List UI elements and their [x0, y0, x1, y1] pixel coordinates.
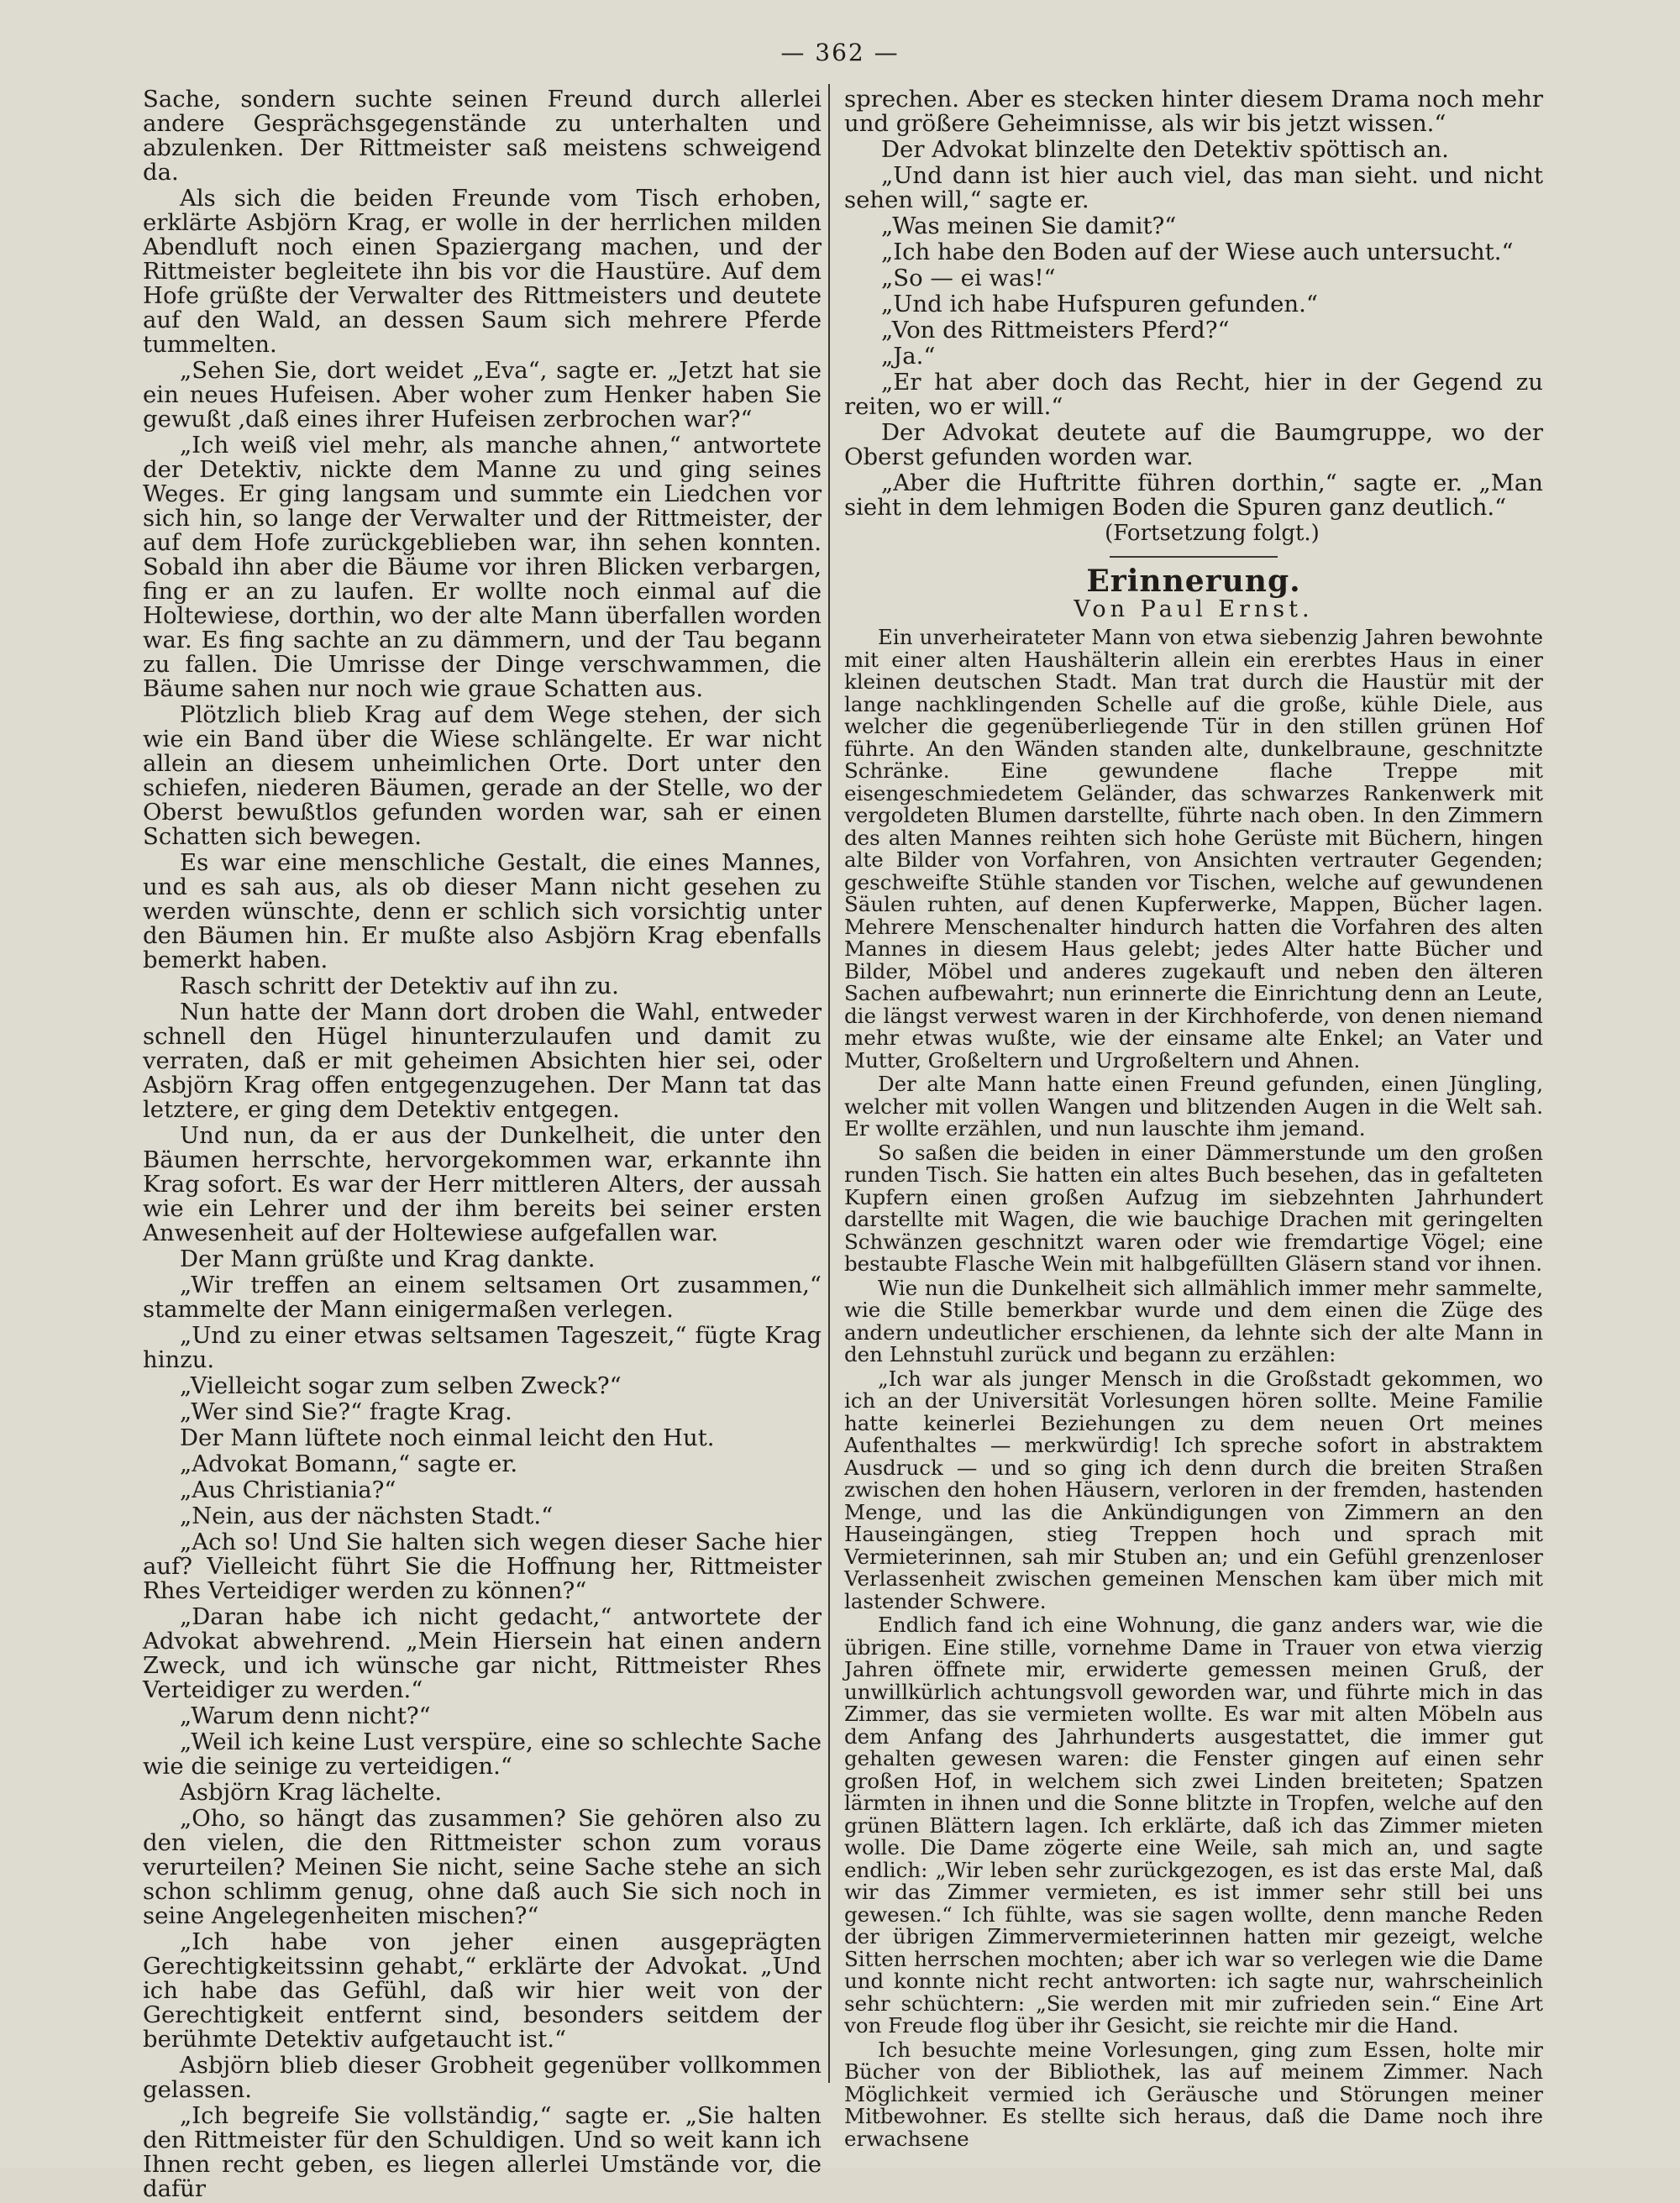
paragraph: Und nun, da er aus der Dunkelheit, die unter den Bäumen herrschte, hervorgekommen war, erkannte ihn Krag sofort. Es war der Herr mittleren Alters, der aussah wie ein Lehrer und der ihm bereits bei seiner ersten Anwesenheit auf der Holtewiese aufgefallen war. — [143, 1122, 822, 1246]
article-paragraph: Ein unverheirateter Mann von etwa siebenzig Jahren bewohnte mit einer alten Haushälterin allein ein ererbtes Haus in einer kleinen deutschen Stadt. Man trat durch die Haustür mit der lange nachklingenden Schelle auf die große, kühle Diele, aus welcher die gegenüberliegende Tür in den stillen grünen Hof führte. An den Wänden standen alte, dunkelbraune, geschnitzte Schränke. Eine gewundene flache Treppe mit eisengeschmiedetem Geländer, das schwarzes Rankenwerk mit vergoldeten Blumen darstellte, führte nach oben. In den Zimmern des alten Mannes reihten sich hohe Gerüste mit Büchern, hingen alte Bilder von Vorfahren, von Ansichten vertrauter Gegenden; geschweifte Stühle standen vor Tischen, welche auf gewundenen Säulen ruhten, auf denen Kupferwerke, Mappen, Bücher lagen. Mehrere Menschenalter hindurch hatten die Vorfahren des alten Mannes in diesem Haus gelebt; jedes Alter hatte Bücher und Bilder, Möbel und anderes zugekauft und neben den älteren Sachen aufbewahrt; nun erinnerte die Einrichtung denn an Leute, die längst verwest waren in der Kirchhoferde, von denen niemand mehr etwas wußte, wie der einsame alte Enkel; an Vater und Mutter, Großeltern und Urgroßeltern und Ahnen. — [844, 625, 1543, 1073]
paragraph: „Aber die Huftritte führen dorthin,“ sagte er. „Man sieht in dem lehmigen Boden die Spuren ganz deutlich.“ — [844, 469, 1543, 521]
article-paragraph: Ich besuchte meine Vorlesungen, ging zum Essen, holte mir Bücher von der Bibliothek, las auf meinem Zimmer. Nach Möglichkeit vermied ich Geräusche und Störungen meiner Mitbewohner. Es stellte sich heraus, daß die Dame noch ihre erwachsene — [844, 2037, 1543, 2151]
section-separator — [1110, 556, 1278, 558]
article-title: Erinnerung. — [1086, 564, 1301, 599]
left-column — [143, 87, 822, 2203]
paragraph: „Und dann ist hier auch viel, das man sieht. und nicht sehen will,“ sagte er. — [844, 162, 1543, 213]
paragraph: „Sehen Sie, dort weidet „Eva“, sagte er. „Jetzt hat sie ein neues Hufeisen. Aber woher zum Henker haben Sie gewußt ‚daß eines ihrer Hufeisen zerbrochen war?“ — [143, 357, 822, 433]
paragraph: „Daran habe ich nicht gedacht,“ antwortete der Advokat abwehrend. „Mein Hiersein hat einen andern Zweck, und ich wünsche gar nicht, Rittmeister Rhes Verteidiger zu werden.“ — [143, 1603, 822, 1703]
paragraph: „Wir treffen an einem seltsamen Ort zusammen,“ stammelte der Mann einigermaßen verlegen. — [143, 1272, 822, 1323]
paragraph: Der Advokat blinzelte den Detektiv spöttisch an. — [881, 136, 1449, 163]
paragraph: „Oho, so hängt das zusammen? Sie gehören also zu den vielen, die den Rittmeister schon zum voraus verurteilen? Meinen Sie nicht, seine Sache stehe an sich schon schlimm genug, ohne daß auch Sie sich noch in seine Angelegenheiten mischen?“ — [143, 1805, 822, 1929]
paragraph: „Advokat Bomann,“ sagte er. — [180, 1450, 518, 1477]
paragraph: „Ich begreife Sie vollständig,“ sagte er. „Sie halten den Rittmeister für den Schuldigen. Und so weit kann ich Ihnen recht geben, es liegen allerlei Umstände vor, die dafür — [143, 2102, 822, 2202]
paragraph: Rasch schritt der Detektiv auf ihn zu. — [180, 973, 619, 999]
column-divider — [828, 84, 830, 2083]
paragraph: „Vielleicht sogar zum selben Zweck?“ — [180, 1372, 622, 1399]
paragraph: Der Advokat deutete auf die Baumgruppe, wo der Oberst gefunden worden war. — [844, 419, 1543, 470]
paragraph: „Ach so! Und Sie halten sich wegen dieser Sache hier auf? Vielleicht führt Sie die Hoffnung her, Rittmeister Rhes Verteidiger werden zu können?“ — [143, 1529, 822, 1604]
paragraph: sprechen. Aber es stecken hinter diesem Drama noch mehr und größere Geheimnisse, als wir bis jetzt wissen.“ — [844, 86, 1543, 137]
article-paragraph: „Ich war als junger Mensch in die Großstadt gekommen, wo ich an der Universität Vorlesungen hören sollte. Meine Familie hatte keinerlei Beziehungen zu dem neuen Ort meines Aufenthaltes — merkwürdig! Ich spreche sofort in abstraktem Ausdruck — und so ging ich denn durch die breiten Straßen zwischen den hohen Häusern, verloren in der fremden, hastenden Menge, und las die Ankündigungen von Zimmern an den Hauseingängen, stieg Treppen hoch und sprach mit Vermieterinnen, sah mir Stuben an; und ein Gefühl grenzenloser Verlassenheit zwischen gemeinen Menschen kam über mich mit lastender Schwere. — [844, 1366, 1543, 1613]
paragraph: „Aus Christiania?“ — [180, 1477, 396, 1503]
paragraph: Es war eine menschliche Gestalt, die eines Mannes, und es sah aus, als ob dieser Mann nicht gesehen zu werden wünschte, denn er schlich sich vorsichtig unter den Bäumen hin. Er mußte also Asbjörn Krag ebenfalls bemerkt haben. — [143, 849, 822, 973]
paragraph: Der Mann grüßte und Krag dankte. — [180, 1246, 596, 1272]
article-paragraph: So saßen die beiden in einer Dämmerstunde um den großen runden Tisch. Sie hatten ein altes Buch besehen, das in gefalteten Kupfern einen großen Aufzug im siebzehnten Jahrhundert darstellte mit Wagen, die wie bauchige Drachen mit geringelten Schwänzen geschnitzt waren oder wie fremdartige Vögel; eine bestaubte Flasche Wein mit halbgefüllten Gläsern stand vor ihnen. — [844, 1140, 1543, 1276]
paragraph: „Ich habe den Boden auf der Wiese auch untersucht.“ — [881, 239, 1514, 265]
page-number: — 362 — — [780, 39, 900, 66]
paragraph: Als sich die beiden Freunde vom Tisch erhoben, erklärte Asbjörn Krag, er wolle in der herrlichen milden Abendluft noch einen Spaziergang machen, und der Rittmeister begleitete ihn bis vor die Haustüre. Auf dem Hofe grüßte der Verwalter des Rittmeisters und deutete auf den Wald, an dessen Saum sich mehrere Pferde tummelten. — [143, 185, 822, 358]
paragraph: „Was meinen Sie damit?“ — [881, 212, 1177, 239]
right-column — [844, 87, 1543, 2152]
paragraph: „Ich habe von jeher einen ausgeprägten Gerechtigkeitssinn gehabt,“ erklärte der Advokat. „Und ich habe das Gefühl, daß wir hier weit von der Gerechtigkeit entfernt sind, besonders seitdem der berühmte Detektiv aufgetaucht ist.“ — [143, 1928, 822, 2053]
paragraph: „Weil ich keine Lust verspüre, eine so schlechte Sache wie die seinige zu verteidigen.“ — [143, 1728, 822, 1780]
paragraph: „Ja.“ — [881, 343, 936, 370]
article-paragraph: Endlich fand ich eine Wohnung, die ganz anders war, wie die übrigen. Eine stille, vornehme Dame in Trauer von etwa vierzig Jahren öffnete mir, erwiderte gemessen meinen Gruß, der unwillkürlich achtungsvoll geworden war, und führte mich in das Zimmer, das sie vermieten wollte. Es war mit alten Möbeln aus dem Anfang des Jahrhunderts ausgestattet, die immer gut gehalten gewesen waren: die Fenster gingen auf einen sehr großen Hof, in welchem sich zwei Linden breiteten; Spatzen lärmten in ihnen und die Sonne blitzte in Tropfen, welche auf den grünen Blättern lagen. Ich erklärte, daß ich das Zimmer mieten wolle. Die Dame zögerte eine Weile, sah mich an, und sagte endlich: „Wir leben sehr zurückgezogen, es ist das erste Mal, daß wir das Zimmer vermieten, es ist immer sehr still bei uns gewesen.“ Ich fühlte, was sie sagen wollte, denn manche Reden der übrigen Zimmervermieterinnen hatten mir gezeigt, welche Sitten herrschen mochten; aber ich war so verlegen wie die Dame und konnte nicht recht antworten: ich sagte nur, wahrscheinlich sehr schüchtern: „Sie werden mit mir zufrieden sein.“ Eine Art von Freude flog über ihr Gesicht, sie reichte mir die Hand. — [844, 1613, 1543, 2038]
article-paragraph: Wie nun die Dunkelheit sich allmählich immer mehr sammelte, wie die Stille bemerkbar wurde und dem einen die Züge des andern undeutlicher erschienen, da lehnte sich der alte Mann in den Lehnstuhl zurück und begann zu erzählen: — [844, 1275, 1543, 1366]
paragraph: Asbjörn blieb dieser Grobheit gegenüber vollkommen gelassen. — [143, 2052, 822, 2103]
paragraph: Nun hatte der Mann dort droben die Wahl, entweder schnell den Hügel hinunterzulaufen und damit zu verraten, daß er mit geheimen Absichten hier sei, oder Asbjörn Krag offen entgegenzugehen. Der Mann tat das letztere, er ging dem Detektiv entgegen. — [143, 999, 822, 1123]
paragraph: „Und ich habe Hufspuren gefunden.“ — [881, 291, 1318, 317]
serial-story-ending — [844, 87, 1543, 520]
paragraph: Asbjörn Krag lächelte. — [180, 1779, 443, 1806]
paragraph: „Ich weiß viel mehr, als manche ahnen,“ antwortete der Detektiv, nickte dem Manne zu und ging seines Weges. Er ging langsam und summte ein Liedchen vor sich hin, so lange der Verwalter und der Rittmeister, der auf dem Hofe zurückgeblieben war, ihn sehen konnten. Sobald ihn aber die Bäume vor ihren Blicken verbargen, fing er an zu laufen. Er wollte noch einmal auf die Holtewiese, dorthin, wo der alte Mann überfallen worden war. Es fing sachte an zu dämmern, und der Tau begann zu fallen. Die Umrisse der Dinge verschwammen, die Bäume sahen nur noch wie graue Schatten aus. — [143, 432, 822, 702]
paragraph: „Und zu einer etwas seltsamen Tageszeit,“ fügte Krag hinzu. — [143, 1322, 822, 1373]
paragraph: „Wer sind Sie?“ fragte Krag. — [180, 1398, 512, 1425]
paragraph: „Warum denn nicht?“ — [180, 1702, 431, 1729]
paragraph: „So — ei was!“ — [881, 265, 1056, 291]
continuation-note: (Fortsetzung folgt.) — [1105, 521, 1320, 546]
paragraph: Plötzlich blieb Krag auf dem Wege stehen, der sich wie ein Band über die Wiese schlängelte. Er war nicht allein an diesem unheimlichen Orte. Dort unter den schiefen, niederen Bäumen, gerade an der Stelle, wo der Oberst bewußtlos gefunden worden war, sah er einen Schatten sich bewegen. — [143, 701, 822, 850]
article-body — [844, 627, 1543, 2150]
paragraph: „Von des Rittmeisters Pferd?“ — [881, 317, 1230, 344]
article-byline: Von Paul Ernst. — [1074, 596, 1314, 622]
paragraph: Der Mann lüftete noch einmal leicht den Hut. — [180, 1424, 715, 1451]
paragraph: Sache, sondern suchte seinen Freund durch allerlei andere Gesprächsgegenstände zu unterhalten und abzulenken. Der Rittmeister saß meistens schweigend da. — [143, 86, 822, 186]
paragraph: „Nein, aus der nächsten Stadt.“ — [180, 1503, 554, 1529]
paragraph: „Er hat aber doch das Recht, hier in der Gegend zu reiten, wo er will.“ — [844, 369, 1543, 420]
article-paragraph: Der alte Mann hatte einen Freund gefunden, einen Jüngling, welcher mit vollen Wangen und blitzenden Augen in die Welt sah. Er wollte erzählen, und nun lauschte ihm jemand. — [844, 1072, 1543, 1141]
